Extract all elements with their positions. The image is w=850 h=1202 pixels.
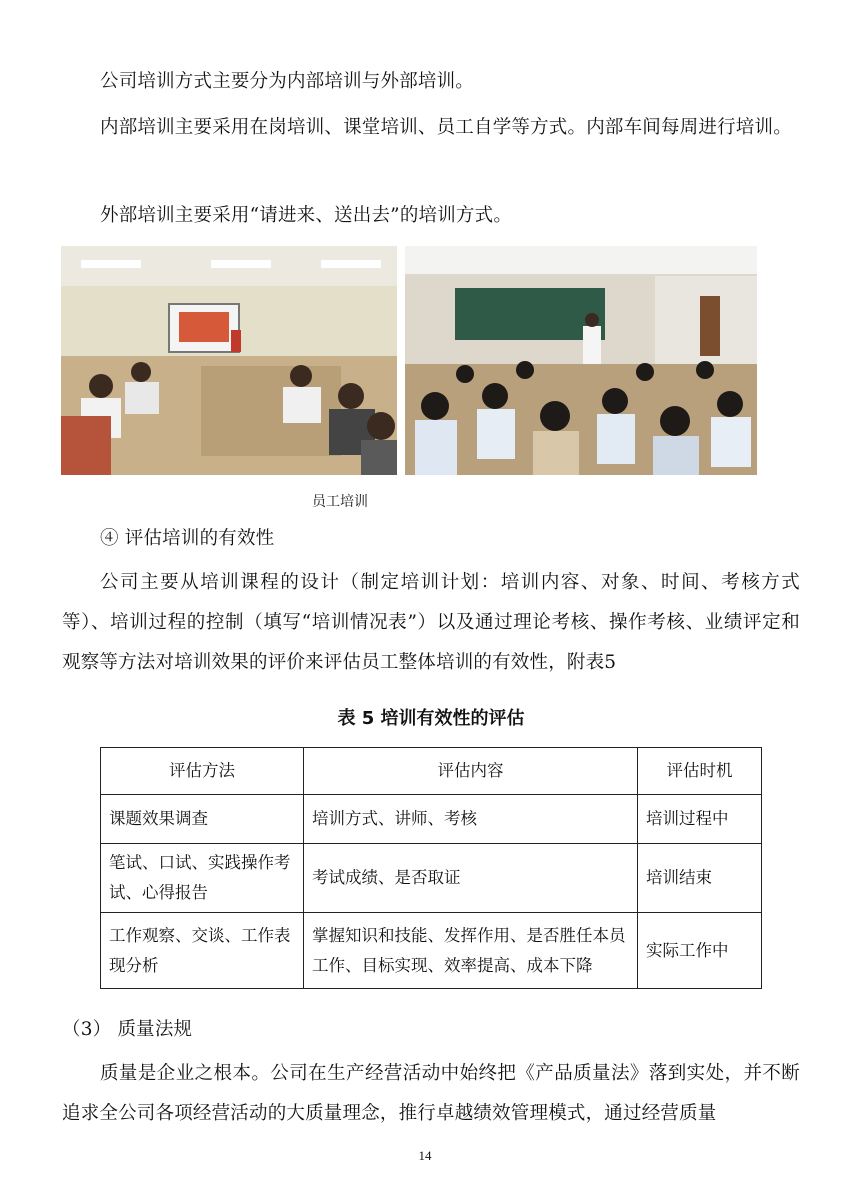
table-row xyxy=(101,844,762,913)
paragraph-quality: 质量是企业之根本。公司在生产经营活动中始终把《产品质量法》落到实处，并不断追求全公司各项经营活动的大质量理念，推行卓越绩效管理模式，通过经营质量 xyxy=(62,1063,800,1124)
table-cell: 培训结束 xyxy=(638,844,762,913)
classroom-photo-icon xyxy=(61,246,397,475)
table-cell: 课题效果调查 xyxy=(101,795,304,844)
table-cell: 培训过程中 xyxy=(638,795,762,844)
table-row xyxy=(101,913,762,989)
table-header-cell: 评估内容 xyxy=(304,748,638,795)
section-heading-quality: （3） 质量法规 xyxy=(62,1019,193,1040)
photo-caption: 员工培训 xyxy=(312,494,368,510)
paragraph-internal-training: 内部培训主要采用在岗培训、课堂培训、员工自学等方式。内部车间每周进行培训。 xyxy=(100,117,792,138)
table-cell: 考试成绩、是否取证 xyxy=(304,844,638,913)
section-heading-evaluate: ④ 评估培训的有效性 xyxy=(100,528,275,549)
table-header-row xyxy=(101,748,762,795)
page-number: 14 xyxy=(418,1148,432,1163)
table-title: 表 5 培训有效性的评估 xyxy=(337,708,525,729)
paragraph-external-training: 外部培训主要采用“请进来、送出去”的培训方式。 xyxy=(100,205,513,226)
table-header-cell: 评估方法 xyxy=(101,748,304,795)
table-cell: 工作观察、交谈、工作表现分析 xyxy=(101,913,304,989)
table-cell: 笔试、口试、实践操作考试、心得报告 xyxy=(101,844,304,913)
table-cell: 培训方式、讲师、考核 xyxy=(304,795,638,844)
training-photos xyxy=(61,246,757,475)
evaluation-table xyxy=(100,747,762,989)
paragraph-evaluation: 公司主要从培训课程的设计（制定培训计划：培训内容、对象、时间、考核方式等）、培训过程的控制（填写“培训情况表”）以及通过理论考核、操作考核、业绩评定和观察等方法对培训效果的评价来评估员工整体培训的有效性，附表5 xyxy=(62,572,800,673)
table-header-cell: 评估时机 xyxy=(638,748,762,795)
table-row xyxy=(101,795,762,844)
table-cell: 实际工作中 xyxy=(638,913,762,989)
table-cell: 掌握知识和技能、发挥作用、是否胜任本员工作、目标实现、效率提高、成本下降 xyxy=(304,913,638,989)
classroom-blackboard-photo-icon xyxy=(405,246,757,475)
paragraph-training-methods: 公司培训方式主要分为内部培训与外部培训。 xyxy=(100,71,475,92)
